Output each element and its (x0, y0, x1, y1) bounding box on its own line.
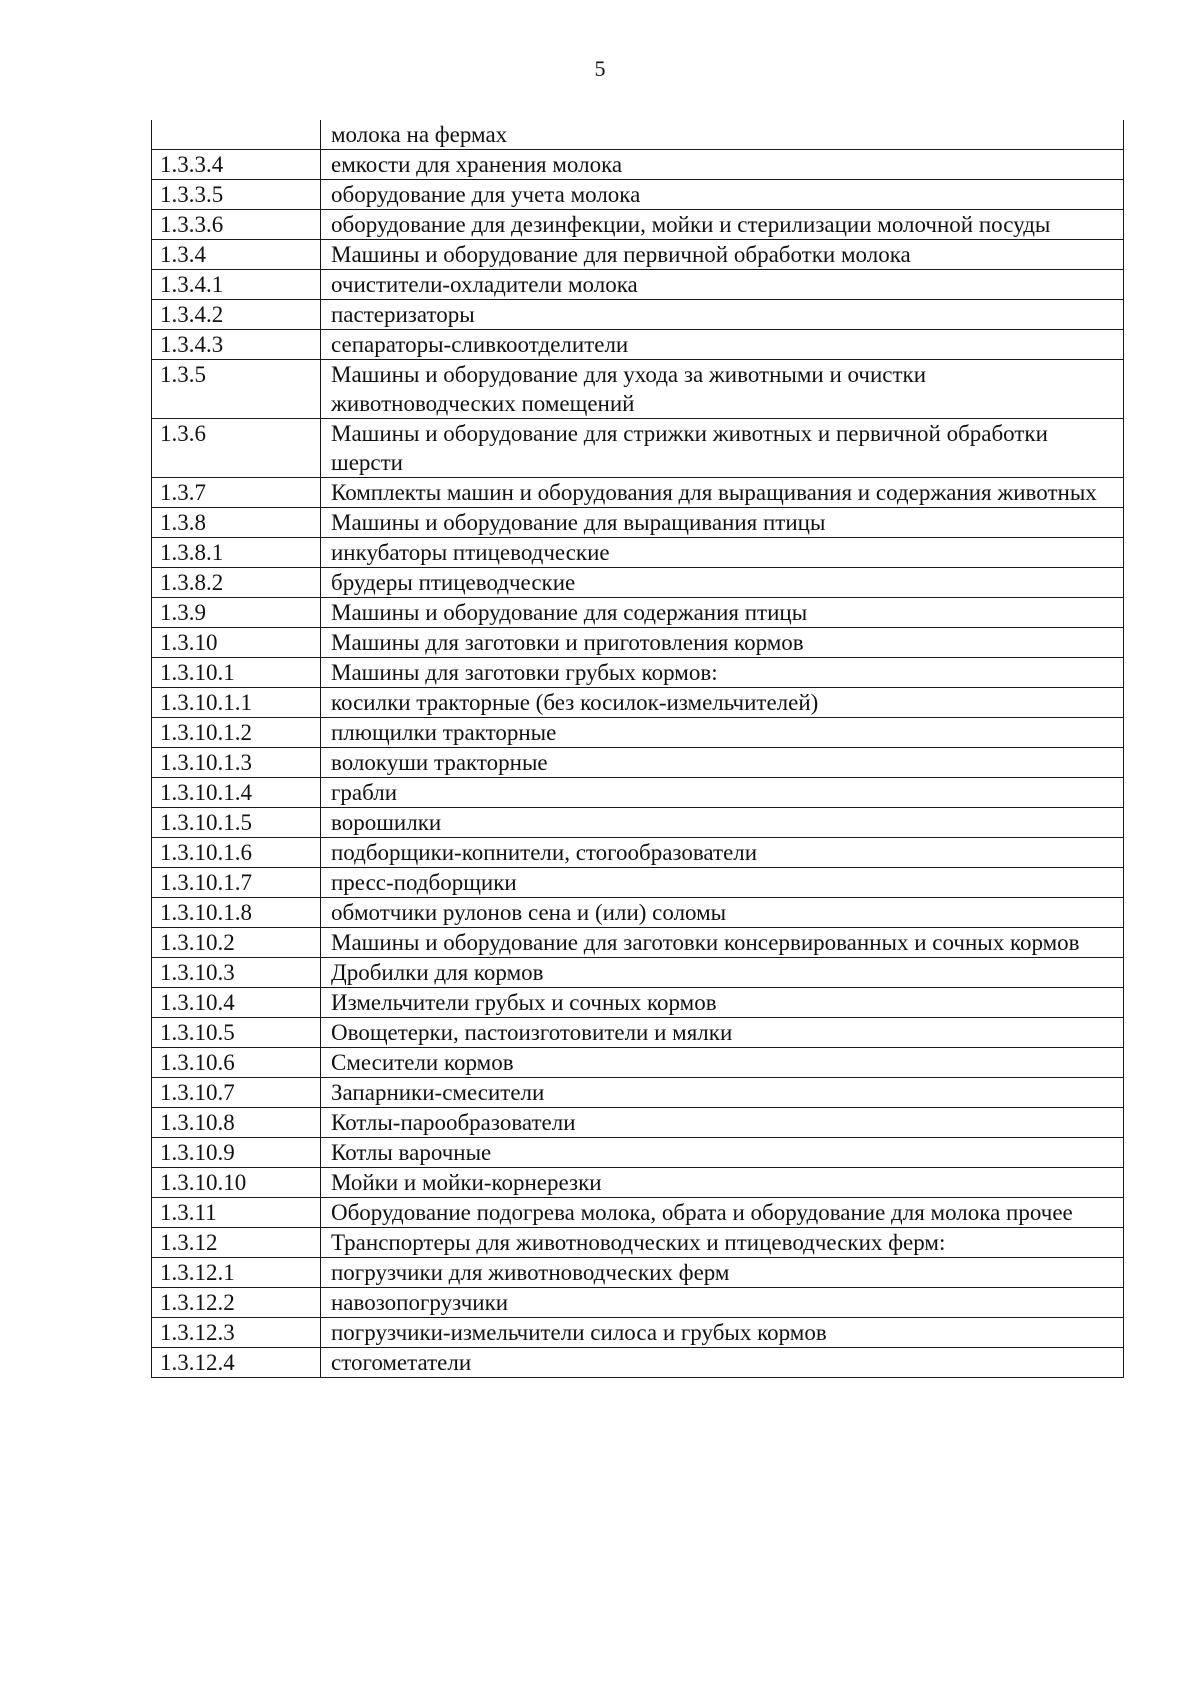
row-description: плющилки тракторные (321, 718, 1124, 748)
row-description: ворошилки (321, 808, 1124, 838)
table-row (152, 150, 1124, 180)
table-row (152, 838, 1124, 868)
table-row (152, 718, 1124, 748)
row-code: 1.3.10.1.6 (152, 838, 321, 868)
row-description: Машины для заготовки и приготовления кормов (321, 628, 1124, 658)
row-code: 1.3.4 (152, 240, 321, 270)
row-code: 1.3.7 (152, 478, 321, 508)
row-description: погрузчики-измельчители силоса и грубых кормов (321, 1318, 1124, 1348)
table-row (152, 778, 1124, 808)
row-code: 1.3.10.2 (152, 928, 321, 958)
row-description: пастеризаторы (321, 300, 1124, 330)
table-row (152, 1018, 1124, 1048)
table-row (152, 1078, 1124, 1108)
row-code: 1.3.10.4 (152, 988, 321, 1018)
row-code: 1.3.10.1 (152, 658, 321, 688)
row-description: Смесители кормов (321, 1048, 1124, 1078)
row-description: косилки тракторные (без косилок-измельчителей) (321, 688, 1124, 718)
row-code: 1.3.6 (152, 419, 321, 478)
row-description: Машины и оборудование для стрижки животных и первичной обработки шерсти (321, 419, 1124, 478)
table-row (152, 688, 1124, 718)
row-code: 1.3.12.3 (152, 1318, 321, 1348)
row-code: 1.3.10.10 (152, 1168, 321, 1198)
table-row (152, 1258, 1124, 1288)
table-row (152, 1138, 1124, 1168)
row-code: 1.3.10.7 (152, 1078, 321, 1108)
row-description: сепараторы-сливкоотделители (321, 330, 1124, 360)
row-description: Котлы-парообразователи (321, 1108, 1124, 1138)
row-code: 1.3.11 (152, 1198, 321, 1228)
row-code: 1.3.10.1.8 (152, 898, 321, 928)
table-row (152, 210, 1124, 240)
row-description: емкости для хранения молока (321, 150, 1124, 180)
row-description: Мойки и мойки-корнерезки (321, 1168, 1124, 1198)
row-description: Машины и оборудование для ухода за животными и очистки животноводческих помещений (321, 360, 1124, 419)
table-row (152, 808, 1124, 838)
table-row (152, 1168, 1124, 1198)
row-description: Машины и оборудование для заготовки консервированных и сочных кормов (321, 928, 1124, 958)
table-body (152, 120, 1124, 1378)
row-description: волокуши тракторные (321, 748, 1124, 778)
table-row (152, 360, 1124, 419)
table-row (152, 180, 1124, 210)
row-code: 1.3.3.4 (152, 150, 321, 180)
row-description: стогометатели (321, 1348, 1124, 1378)
row-code: 1.3.10.1.3 (152, 748, 321, 778)
row-description: Машины и оборудование для выращивания птицы (321, 508, 1124, 538)
row-code: 1.3.10 (152, 628, 321, 658)
page-number: 5 (594, 56, 606, 81)
row-description: Дробилки для кормов (321, 958, 1124, 988)
row-code: 1.3.10.5 (152, 1018, 321, 1048)
row-code: 1.3.8.2 (152, 568, 321, 598)
row-description: брудеры птицеводческие (321, 568, 1124, 598)
table-row (152, 1288, 1124, 1318)
table-row (152, 568, 1124, 598)
row-code: 1.3.4.2 (152, 300, 321, 330)
row-description: Овощетерки, пастоизготовители и мялки (321, 1018, 1124, 1048)
row-code: 1.3.10.1.7 (152, 868, 321, 898)
table-row (152, 419, 1124, 478)
table-row (152, 598, 1124, 628)
row-code: 1.3.9 (152, 598, 321, 628)
row-code: 1.3.3.6 (152, 210, 321, 240)
row-code: 1.3.12 (152, 1228, 321, 1258)
row-code: 1.3.12.4 (152, 1348, 321, 1378)
table-row (152, 1048, 1124, 1078)
row-description: оборудование для дезинфекции, мойки и стерилизации молочной посуды (321, 210, 1124, 240)
row-description: Машины и оборудование для первичной обработки молока (321, 240, 1124, 270)
table-row (152, 958, 1124, 988)
row-code: 1.3.10.6 (152, 1048, 321, 1078)
row-code: 1.3.10.1.4 (152, 778, 321, 808)
table-row (152, 1228, 1124, 1258)
row-code: 1.3.5 (152, 360, 321, 419)
row-description: Машины и оборудование для содержания птицы (321, 598, 1124, 628)
row-description: Машины для заготовки грубых кормов: (321, 658, 1124, 688)
row-description: Измельчители грубых и сочных кормов (321, 988, 1124, 1018)
row-code: 1.3.10.9 (152, 1138, 321, 1168)
equipment-classification-table (151, 120, 1124, 1378)
table-row (152, 330, 1124, 360)
table-row (152, 1108, 1124, 1138)
row-description: Запарники-смесители (321, 1078, 1124, 1108)
row-code: 1.3.4.3 (152, 330, 321, 360)
row-code: 1.3.12.2 (152, 1288, 321, 1318)
row-description: Оборудование подогрева молока, обрата и оборудование для молока прочее (321, 1198, 1124, 1228)
row-description: пресс-подборщики (321, 868, 1124, 898)
row-code (152, 120, 321, 150)
row-code: 1.3.10.1.2 (152, 718, 321, 748)
row-description: погрузчики для животноводческих ферм (321, 1258, 1124, 1288)
row-description: Котлы варочные (321, 1138, 1124, 1168)
table-row (152, 1318, 1124, 1348)
table-row (152, 508, 1124, 538)
table-row (152, 898, 1124, 928)
row-description: грабли (321, 778, 1124, 808)
table-row (152, 120, 1124, 150)
row-description: молока на фермах (321, 120, 1124, 150)
table-row (152, 538, 1124, 568)
row-code: 1.3.10.1.5 (152, 808, 321, 838)
row-code: 1.3.10.8 (152, 1108, 321, 1138)
row-description: навозопогрузчики (321, 1288, 1124, 1318)
row-description: инкубаторы птицеводческие (321, 538, 1124, 568)
row-code: 1.3.12.1 (152, 1258, 321, 1288)
table-row (152, 748, 1124, 778)
table-row (152, 1198, 1124, 1228)
row-description: оборудование для учета молока (321, 180, 1124, 210)
table-row (152, 1348, 1124, 1378)
row-description: Комплекты машин и оборудования для выращивания и содержания животных (321, 478, 1124, 508)
row-description: обмотчики рулонов сена и (или) соломы (321, 898, 1124, 928)
table-row (152, 928, 1124, 958)
row-code: 1.3.8 (152, 508, 321, 538)
row-code: 1.3.4.1 (152, 270, 321, 300)
table-row (152, 658, 1124, 688)
table-row (152, 478, 1124, 508)
row-code: 1.3.10.1.1 (152, 688, 321, 718)
row-description: очистители-охладители молока (321, 270, 1124, 300)
table-row (152, 628, 1124, 658)
table-row (152, 270, 1124, 300)
table-row (152, 300, 1124, 330)
row-code: 1.3.3.5 (152, 180, 321, 210)
row-description: Транспортеры для животноводческих и птицеводческих ферм: (321, 1228, 1124, 1258)
table-row (152, 868, 1124, 898)
row-description: подборщики-копнители, стогообразователи (321, 838, 1124, 868)
row-code: 1.3.8.1 (152, 538, 321, 568)
row-code: 1.3.10.3 (152, 958, 321, 988)
table-row (152, 240, 1124, 270)
table-row (152, 988, 1124, 1018)
